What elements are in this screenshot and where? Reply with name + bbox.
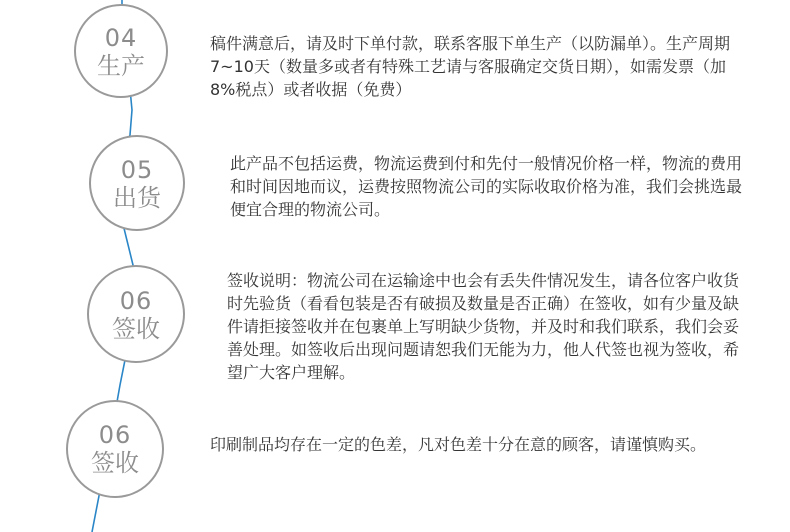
step-number: 06 (98, 421, 132, 449)
step-circle-04 (74, 4, 168, 98)
step-label: 生产 (97, 52, 145, 80)
step-circle-05 (89, 135, 185, 231)
step-description: 稿件满意后，请及时下单付款，联系客服下单生产（以防漏单）。生产周期7~10天（数量多或者有特殊工艺请与客服确定交货日期），如需发票（加8%税点）或者收据（免费） (210, 34, 731, 99)
step-number: 06 (119, 287, 153, 315)
step-label: 签收 (91, 449, 139, 477)
step-description: 此产品不包括运费，物流运费到付和先付一般情况价格一样，物流的费用和时间因地而议，运费按照物流公司的实际收取价格为准，我们会挑选最便宜合理的物流公司。 (230, 154, 743, 219)
step-circle-06 (87, 265, 185, 363)
step-label: 签收 (112, 315, 160, 343)
step-description: 签收说明：物流公司在运输途中也会有丢失件情况发生，请各位客户收货时先验货（看看包装是否有破损及数量是否正确）在签收，如有少量及缺件请拒接签收并在包裹单上写明缺少货物，并及时和我们联系，我们会妥善处理。如签收后出现问题请恕我们无能为力，他人代签也视为签收，希望广大客户理解。 (227, 271, 740, 382)
step-number: 05 (120, 156, 154, 184)
step-number: 04 (104, 24, 138, 52)
step-label: 出货 (113, 184, 161, 212)
step-description: 印刷制品均存在一定的色差，凡对色差十分在意的顾客，请谨慎购买。 (210, 435, 707, 454)
step-circle-06-second (66, 400, 164, 498)
